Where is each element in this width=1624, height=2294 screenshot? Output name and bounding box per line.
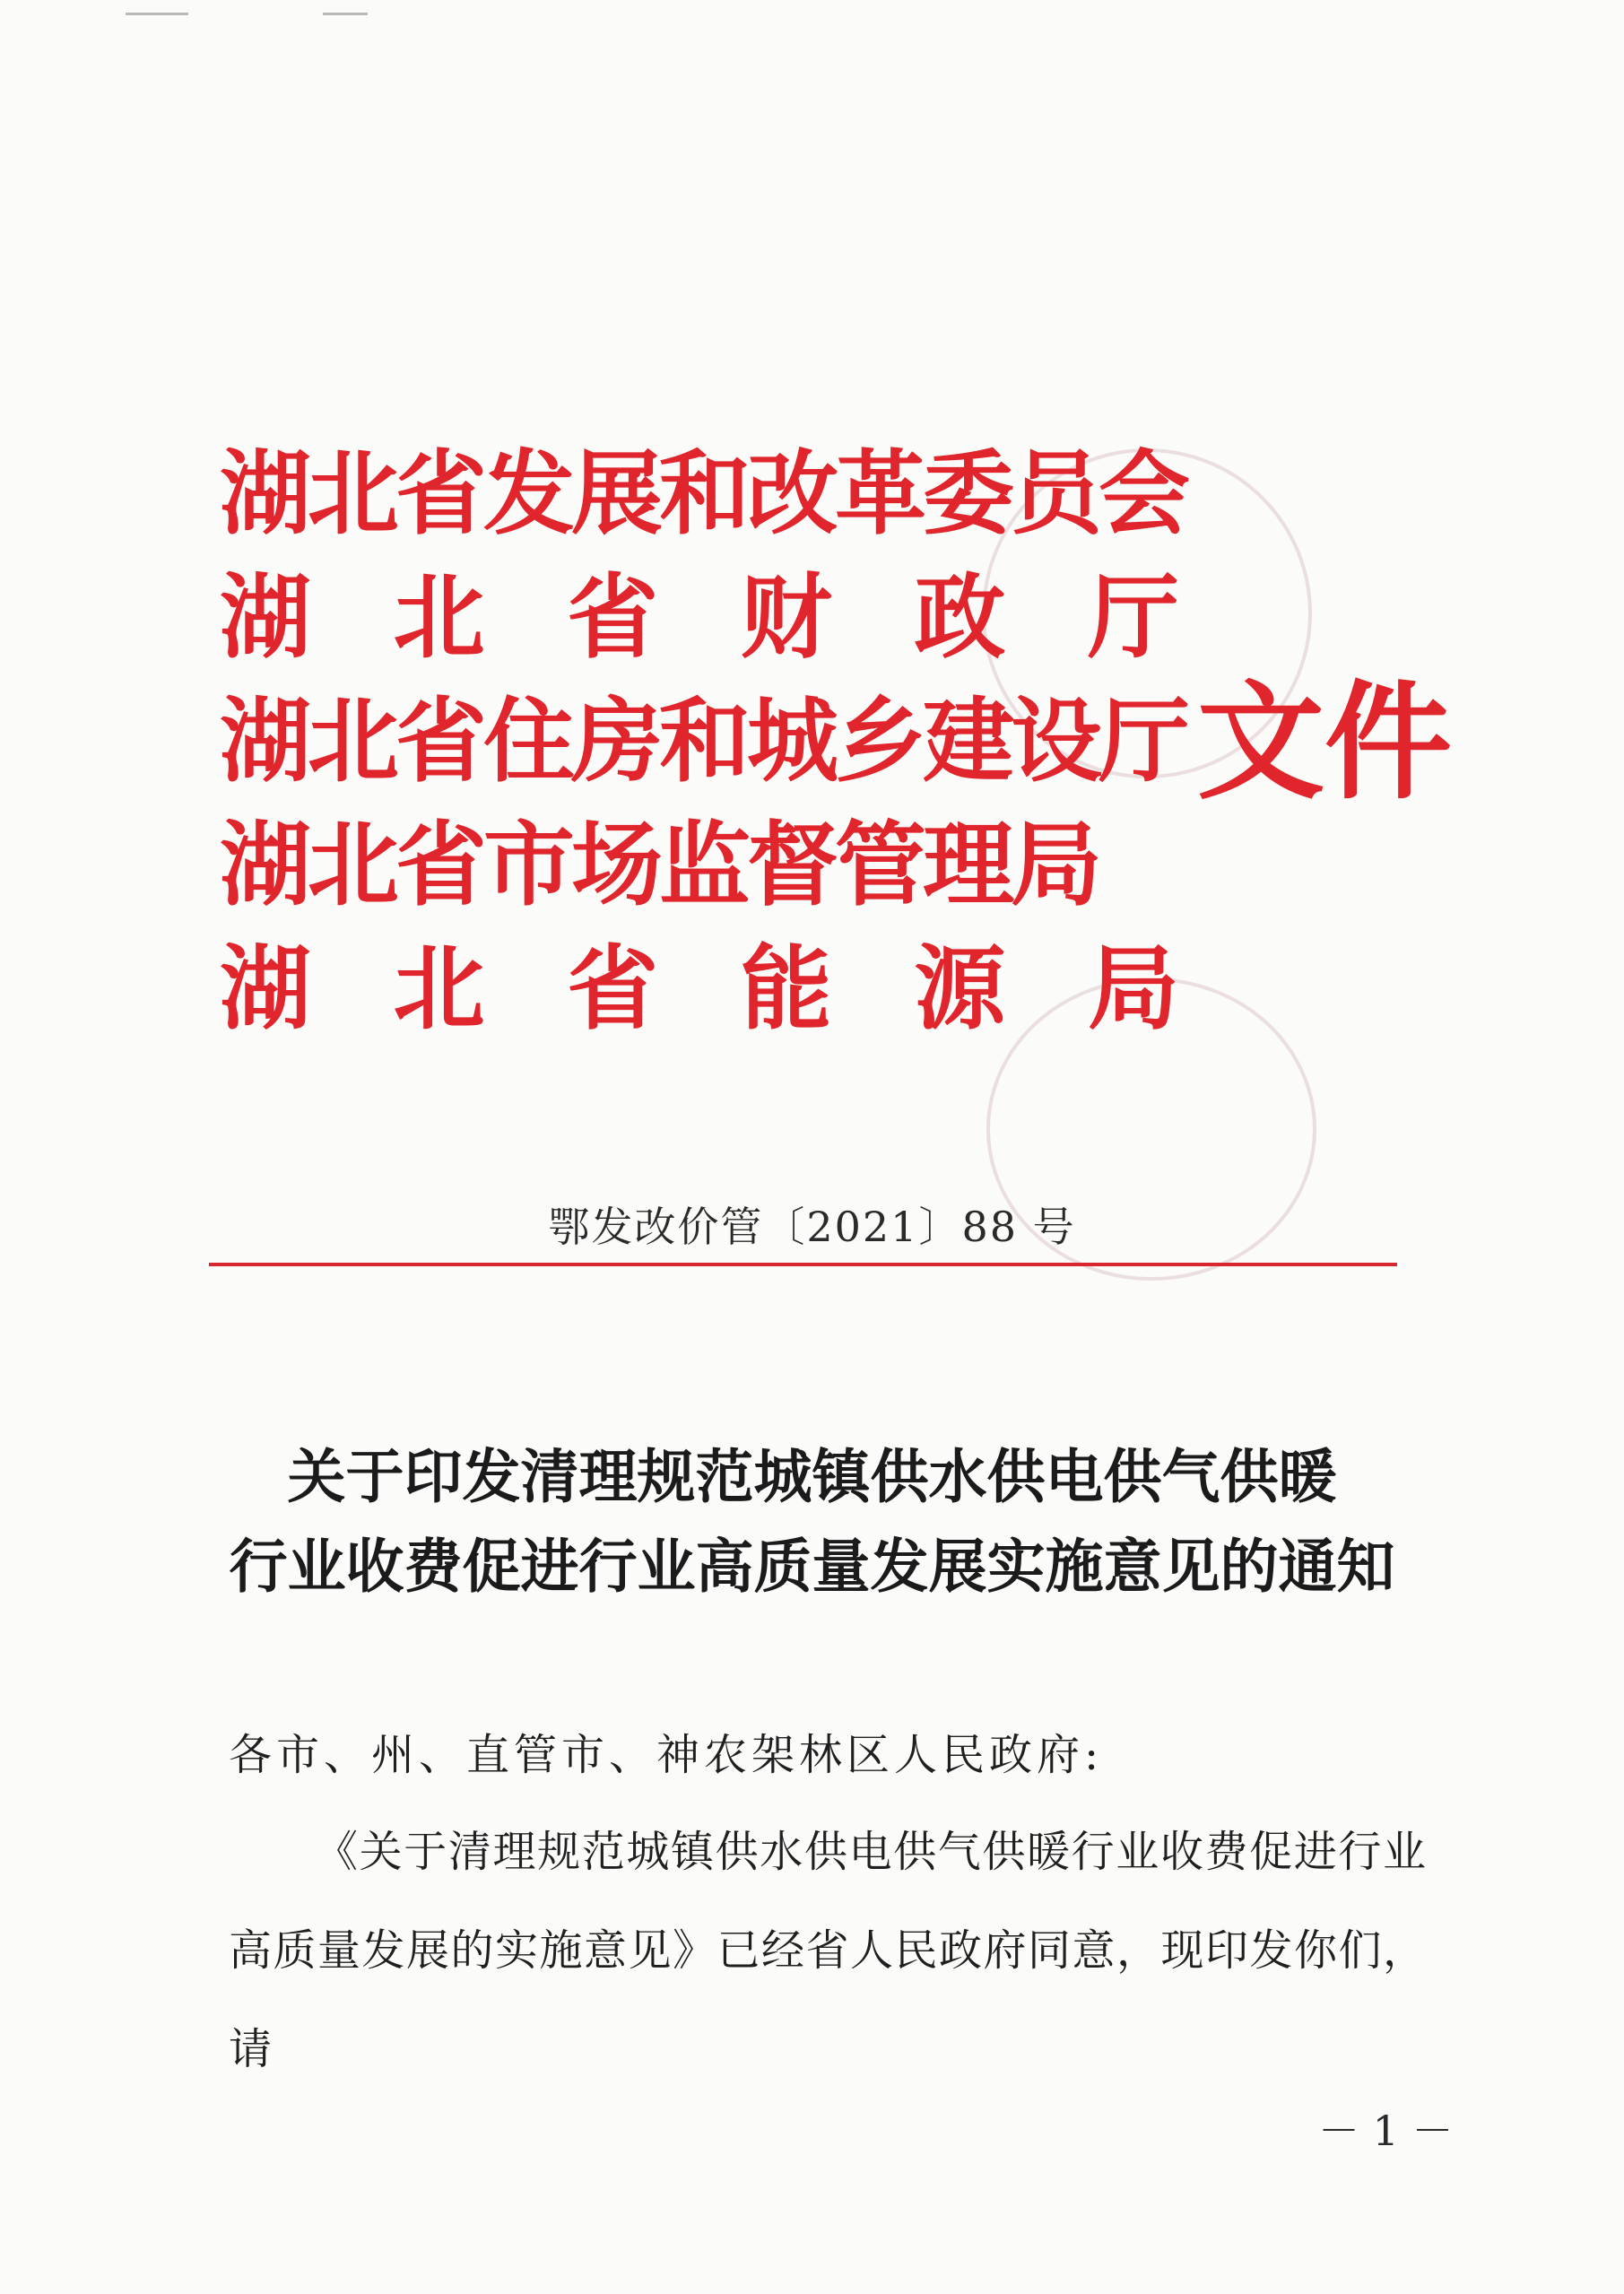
issuer-char: 北 [393,564,485,672]
issuer-char: 省 [567,935,659,1043]
issuer-char: 湖 [220,935,311,1043]
issuer-char: 能 [740,935,832,1043]
document-suffix: 文件 [1197,668,1452,817]
red-divider [209,1263,1397,1266]
salutation: 各市、州、直管市、神农架林区人民政府: [229,1730,1104,1780]
issuer-line-4: 湖北省市场监督管理局 [220,812,1099,919]
issuer-char: 政 [914,564,1006,672]
issuer-char: 湖 [220,564,311,672]
scan-mark [126,13,188,15]
body-paragraph-line-2: 高质量发展的实施意见》已经省人民政府同意，现印发你们，请 [229,1925,1426,2074]
title-line-1: 关于印发清理规范城镇供水供电供气供暖 [287,1444,1337,1511]
page-number: － 1 － [1318,2107,1454,2155]
issuer-line-3: 湖北省住房和城乡建设厅 [220,688,1186,795]
issuer-char: 局 [1087,935,1179,1043]
issuer-char: 北 [393,935,485,1043]
issuer-line-2 [220,556,1179,680]
issuer-char: 财 [740,564,832,672]
issuer-char: 源 [914,935,1006,1043]
title-line-2: 行业收费促进行业高质量发展实施意见的通知 [229,1534,1395,1601]
document-number: 鄂发改价管〔2021〕88 号 [548,1203,1076,1251]
issuer-line-5 [220,927,1179,1051]
issuer-char: 厅 [1087,564,1179,672]
issuer-char: 省 [567,564,659,672]
scan-mark [323,13,368,15]
body-paragraph-line-1: 《关于清理规范城镇供水供电供气供暖行业收费促进行业 [315,1827,1426,1877]
document-title [0,1433,1624,1612]
issuing-authorities [220,432,1186,1051]
issuer-line-1: 湖北省发展和改革委员会 [220,440,1186,548]
